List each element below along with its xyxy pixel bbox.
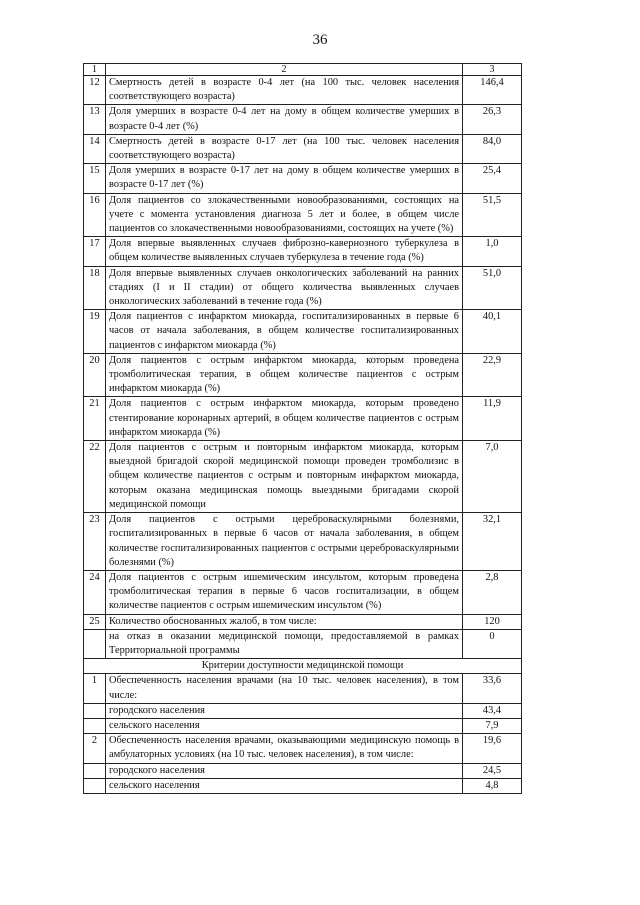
section-title: Критерии доступности медицинской помощи bbox=[84, 659, 522, 674]
row-description: Доля пациентов с острыми цереброваскулярными болезнями, госпитализированных в первые 6 часов от начала заболевания, в общем количестве госпитализированных пациентов с острыми цереброваскулярными болезнями (%) bbox=[106, 513, 463, 571]
row-number: 19 bbox=[84, 310, 106, 354]
table-row bbox=[84, 76, 522, 105]
row-number: 20 bbox=[84, 353, 106, 397]
table-row bbox=[84, 763, 522, 778]
row-number: 21 bbox=[84, 397, 106, 441]
row-value: 43,4 bbox=[463, 703, 522, 718]
row-value: 84,0 bbox=[463, 134, 522, 163]
table-row bbox=[84, 703, 522, 718]
row-number: 2 bbox=[84, 734, 106, 763]
row-number: 14 bbox=[84, 134, 106, 163]
table-row bbox=[84, 718, 522, 733]
row-number: 25 bbox=[84, 614, 106, 629]
row-description: Обеспеченность населения врачами (на 10 тыс. человек населения), в том числе: bbox=[106, 674, 463, 703]
row-number: 17 bbox=[84, 237, 106, 266]
table-row bbox=[84, 614, 522, 629]
row-number: 15 bbox=[84, 164, 106, 193]
table-row bbox=[84, 310, 522, 354]
row-value: 2,8 bbox=[463, 570, 522, 614]
row-value: 0 bbox=[463, 629, 522, 658]
row-description: Доля пациентов с острым и повторным инфарктом миокарда, которым выездной бригадой скорой медицинской помощи проведен тромболизис в общем количестве пациентов с острым и повторным инфарктом миокарда, которым оказана медицинская помощь выездными бригадами скорой медицинской помощи bbox=[106, 441, 463, 513]
table-row bbox=[84, 105, 522, 134]
row-description: Смертность детей в возрасте 0-4 лет (на 100 тыс. человек населения соответствующего возраста) bbox=[106, 76, 463, 105]
row-number: 16 bbox=[84, 193, 106, 237]
row-value: 32,1 bbox=[463, 513, 522, 571]
row-value: 24,5 bbox=[463, 763, 522, 778]
row-value: 51,5 bbox=[463, 193, 522, 237]
row-description: Количество обоснованных жалоб, в том числе: bbox=[106, 614, 463, 629]
table-header-row bbox=[84, 64, 522, 76]
table-row bbox=[84, 570, 522, 614]
row-description: Доля пациентов со злокачественными новообразованиями, состоящих на учете с момента установления диагноза 5 лет и более, в общем числе пациентов со злокачественными новообразованиями, состоящих на учете (%) bbox=[106, 193, 463, 237]
row-value: 7,9 bbox=[463, 718, 522, 733]
header-col-3: 3 bbox=[463, 64, 522, 76]
table-row bbox=[84, 134, 522, 163]
row-description: Доля пациентов с острым инфарктом миокарда, которым проведена тромболитическая терапия, в общем количестве пациентов с острым инфарктом миокарда (%) bbox=[106, 353, 463, 397]
row-number: 24 bbox=[84, 570, 106, 614]
row-number bbox=[84, 778, 106, 793]
table-row bbox=[84, 266, 522, 310]
table-row bbox=[84, 441, 522, 513]
row-value: 11,9 bbox=[463, 397, 522, 441]
row-number bbox=[84, 629, 106, 658]
row-number: 1 bbox=[84, 674, 106, 703]
header-col-1: 1 bbox=[84, 64, 106, 76]
row-value: 120 bbox=[463, 614, 522, 629]
row-number: 23 bbox=[84, 513, 106, 571]
row-value: 40,1 bbox=[463, 310, 522, 354]
row-description: Смертность детей в возрасте 0-17 лет (на 100 тыс. человек населения соответствующего возраста) bbox=[106, 134, 463, 163]
row-description: на отказ в оказании медицинской помощи, предоставляемой в рамках Территориальной программы bbox=[106, 629, 463, 658]
row-description: Доля впервые выявленных случаев фиброзно-кавернозного туберкулеза в общем количестве выявленных случаев туберкулеза в течение года (%) bbox=[106, 237, 463, 266]
row-number: 13 bbox=[84, 105, 106, 134]
table-row bbox=[84, 164, 522, 193]
row-value: 22,9 bbox=[463, 353, 522, 397]
section-row bbox=[84, 659, 522, 674]
row-value: 1,0 bbox=[463, 237, 522, 266]
row-number: 12 bbox=[84, 76, 106, 105]
row-value: 146,4 bbox=[463, 76, 522, 105]
row-value: 19,6 bbox=[463, 734, 522, 763]
row-value: 7,0 bbox=[463, 441, 522, 513]
row-description: Доля пациентов с инфарктом миокарда, госпитализированных в первые 6 часов от начала заболевания, в общем количестве госпитализированных пациентов с инфарктом миокарда (%) bbox=[106, 310, 463, 354]
row-description: Доля умерших в возрасте 0-4 лет на дому в общем количестве умерших в возрасте 0-4 лет (%) bbox=[106, 105, 463, 134]
table-row bbox=[84, 513, 522, 571]
row-description: сельского населения bbox=[106, 718, 463, 733]
row-number bbox=[84, 763, 106, 778]
table-row bbox=[84, 674, 522, 703]
row-number bbox=[84, 703, 106, 718]
header-col-2: 2 bbox=[106, 64, 463, 76]
indicators-table bbox=[83, 63, 522, 794]
table-row bbox=[84, 629, 522, 658]
row-description: городского населения bbox=[106, 763, 463, 778]
row-value: 4,8 bbox=[463, 778, 522, 793]
row-value: 51,0 bbox=[463, 266, 522, 310]
row-number bbox=[84, 718, 106, 733]
row-value: 33,6 bbox=[463, 674, 522, 703]
table-row bbox=[84, 193, 522, 237]
table-row bbox=[84, 237, 522, 266]
row-description: Доля умерших в возрасте 0-17 лет на дому в общем количестве умерших в возрасте 0-17 лет (%) bbox=[106, 164, 463, 193]
row-description: городского населения bbox=[106, 703, 463, 718]
table-row bbox=[84, 778, 522, 793]
row-value: 26,3 bbox=[463, 105, 522, 134]
row-description: сельского населения bbox=[106, 778, 463, 793]
row-number: 18 bbox=[84, 266, 106, 310]
table-row bbox=[84, 397, 522, 441]
table-row bbox=[84, 353, 522, 397]
row-description: Доля пациентов с острым инфарктом миокарда, которым проведено стентирование коронарных артерий, в общем количестве пациентов с острым инфарктом миокарда (%) bbox=[106, 397, 463, 441]
row-description: Обеспеченность населения врачами, оказывающими медицинскую помощь в амбулаторных условиях (на 10 тыс. человек населения), в том числе: bbox=[106, 734, 463, 763]
row-description: Доля впервые выявленных случаев онкологических заболеваний на ранних стадиях (I и II стадии) от общего количества выявленных случаев онкологических заболеваний в течение года (%) bbox=[106, 266, 463, 310]
row-description: Доля пациентов с острым ишемическим инсультом, которым проведена тромболитическая терапия в первые 6 часов госпитализации, в общем количестве пациентов с острым ишемическим инсультом (%) bbox=[106, 570, 463, 614]
page-number: 36 bbox=[312, 32, 328, 48]
table-row bbox=[84, 734, 522, 763]
row-number: 22 bbox=[84, 441, 106, 513]
row-value: 25,4 bbox=[463, 164, 522, 193]
